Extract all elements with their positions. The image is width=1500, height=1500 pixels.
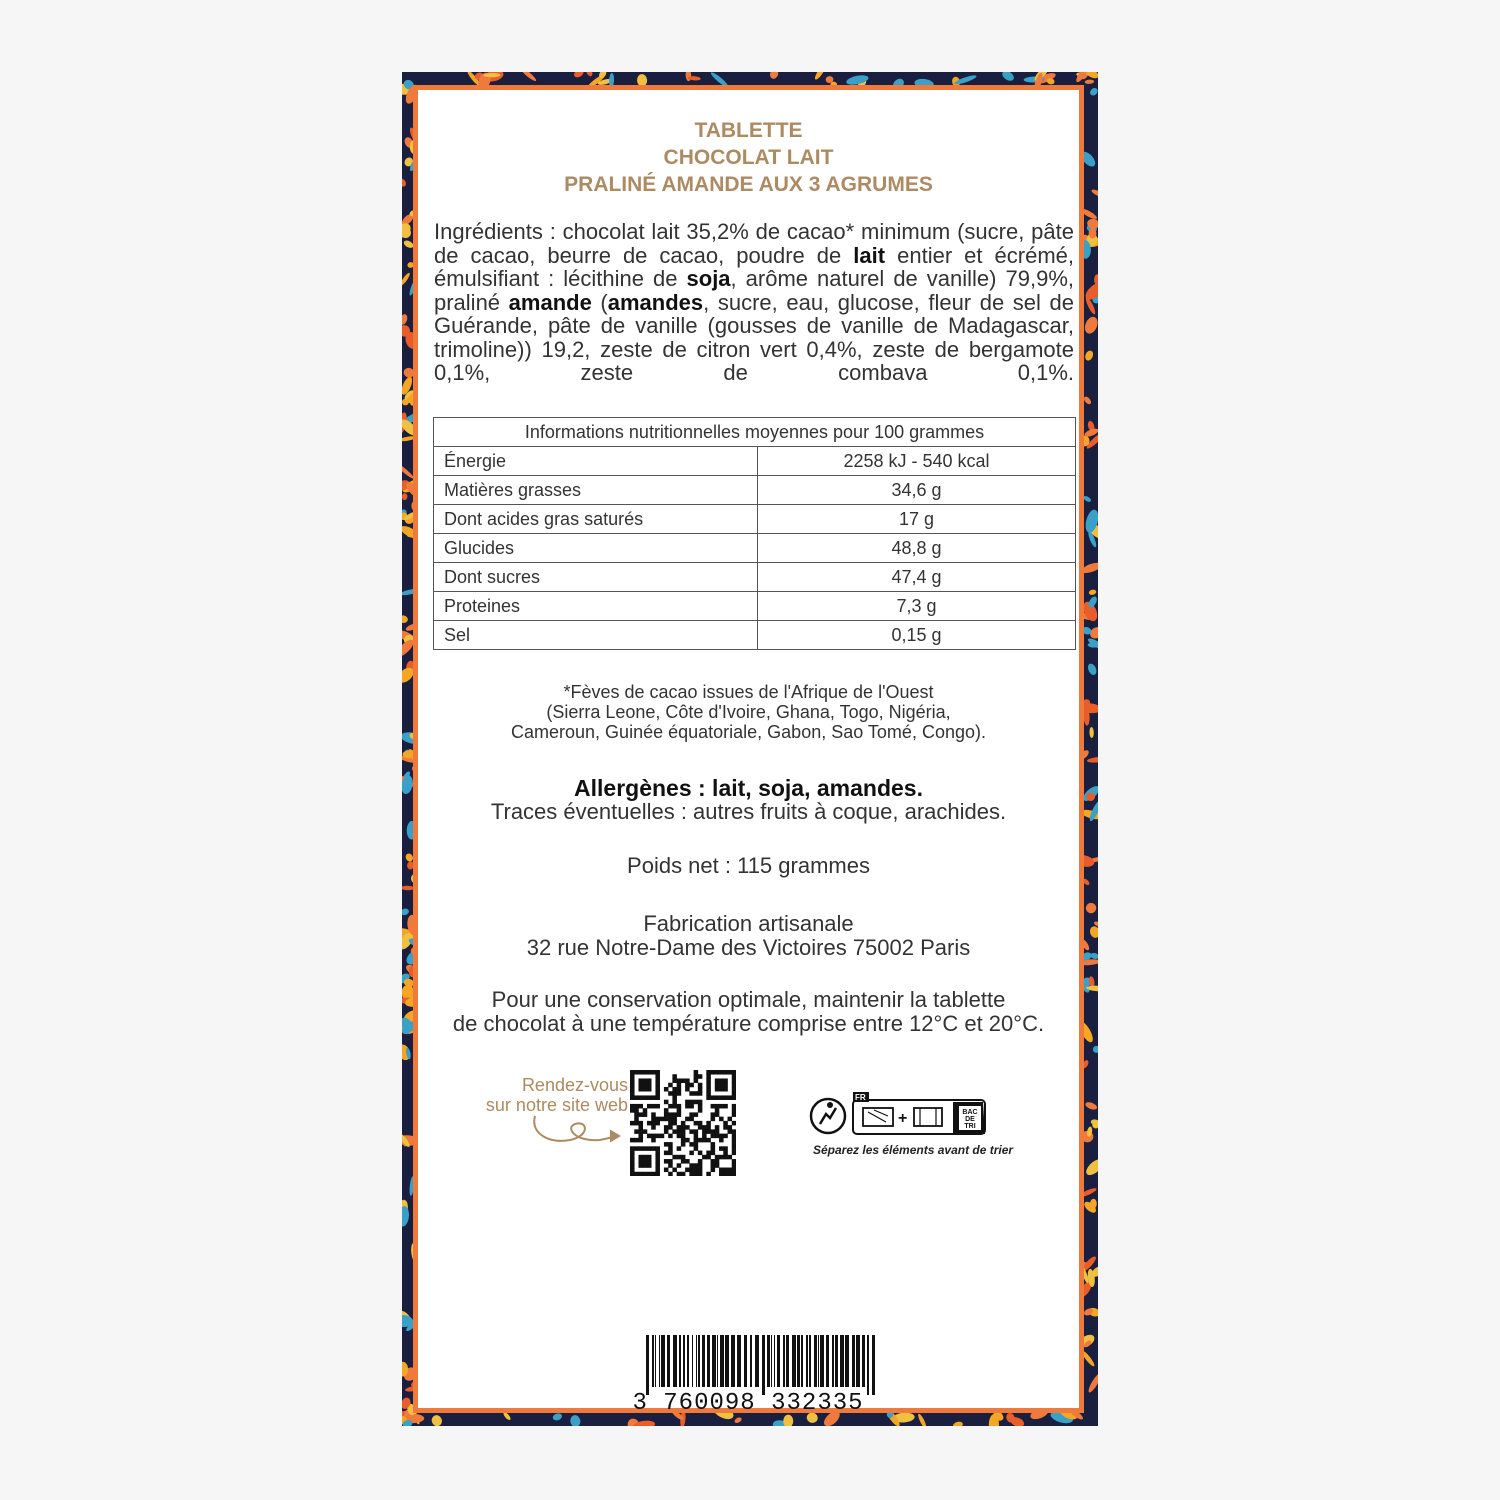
product-title <box>418 117 1079 198</box>
svg-text:BAC: BAC <box>962 1109 978 1116</box>
product-label <box>413 85 1084 1417</box>
table-row: Proteines 7,3 g <box>434 592 1076 621</box>
qr-code[interactable] <box>630 1070 736 1176</box>
barcode-number: 3 760098 332335 <box>632 1390 864 1417</box>
storage-instructions: Pour une conservation optimale, maintenir la tablette de chocolat à une température comprise entre 12°C et 20°C. <box>452 987 1045 1036</box>
svg-text:TRI: TRI <box>964 1123 976 1130</box>
title-line: TABLETTE <box>694 119 803 142</box>
ingredients-text: Ingrédients : chocolat lait 35,2% de cacao* minimum (sucre, pâte de cacao, beurre de cacao, poudre de lait entier et écrémé, émulsifiant : lécithine de soja, arôme naturel de vanille) 79,9%, praliné amande (amandes, sucre, eau, glucose, fleur de sel de Guérande, pâte de vanille (gousses de vanille de Madagascar, trimoline)) 19,2, zeste de citron vert 0,4%, zeste de bergamote 0,1%, zeste de combava 0,1%. <box>434 219 1075 385</box>
nutrition-header: Informations nutritionnelles moyennes pour 100 grammes <box>434 418 1076 447</box>
nutrition-table <box>433 417 1076 650</box>
allergens-block <box>418 776 1079 824</box>
svg-text:DE: DE <box>965 1116 975 1123</box>
net-weight: Poids net : 115 grammes <box>627 853 870 878</box>
table-row: Glucides 48,8 g <box>434 534 1076 563</box>
table-row: Dont acides gras saturés 17 g <box>434 505 1076 534</box>
allergens-traces: Traces éventuelles : autres fruits à coque, arachides. <box>490 799 1007 824</box>
barcode <box>646 1335 876 1395</box>
allergen-highlight: amandes <box>607 289 704 315</box>
maker-address: Fabrication artisanale 32 rue Notre-Dame des Victoires 75002 Paris <box>526 911 971 960</box>
allergens-main: Allergènes : lait, soja, amandes. <box>574 775 923 801</box>
triman-logo <box>808 1090 998 1140</box>
allergen-highlight: lait <box>853 242 886 268</box>
table-row: Dont sucres 47,4 g <box>434 563 1076 592</box>
svg-text:+: + <box>898 1110 908 1127</box>
title-line: CHOCOLAT LAIT <box>663 146 834 169</box>
triman-caption: Séparez les éléments avant de trier <box>813 1143 1014 1157</box>
curved-arrow-icon <box>530 1112 625 1152</box>
allergen-highlight: soja <box>686 266 731 291</box>
allergen-highlight: amande <box>508 289 592 315</box>
cocoa-origin-note: *Fèves de cacao issues de l'Afrique de l'Ouest (Sierra Leone, Côte d'Ivoire, Ghana, Togo, Nigéria, Cameroun, Guinée équatoriale, Gabon, Sao Tomé, Congo). <box>511 682 986 742</box>
table-row: Sel 0,15 g <box>434 621 1076 650</box>
table-row: Matières grasses 34,6 g <box>434 476 1076 505</box>
table-row: Énergie 2258 kJ - 540 kcal <box>434 447 1076 476</box>
title-line: PRALINÉ AMANDE AUX 3 AGRUMES <box>564 173 933 196</box>
website-prompt: Rendez-vous sur notre site web <box>485 1075 628 1115</box>
country-code: FR <box>855 1093 866 1102</box>
